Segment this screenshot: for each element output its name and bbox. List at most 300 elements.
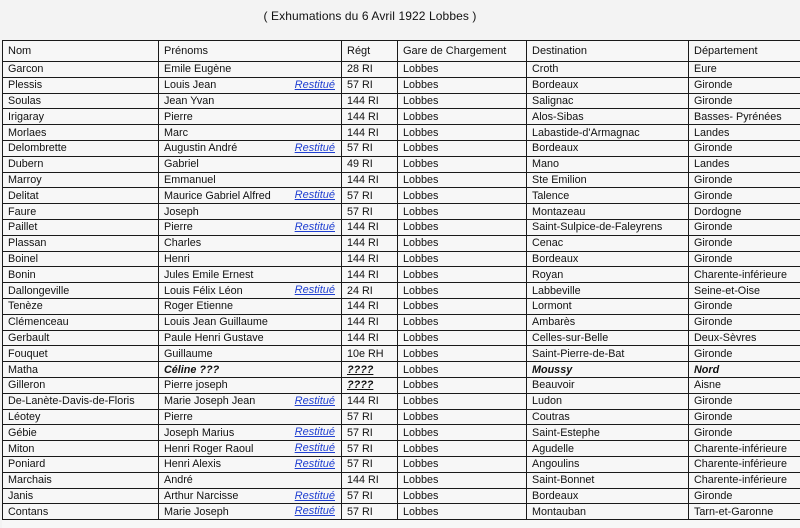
cell-departement-text: Gironde [694, 79, 733, 92]
cell-regt-text: 57 RI [347, 189, 373, 202]
cell-nom-text: Miton [8, 442, 35, 455]
cell-gare-text: Lobbes [403, 205, 439, 218]
cell-gare-text: Lobbes [403, 331, 439, 344]
cell-departement [689, 204, 800, 220]
cell-nom-text: Garcon [8, 63, 44, 76]
restitue-link[interactable]: Restitué [294, 394, 335, 407]
cell-prenoms-text: Jules Emile Ernest [164, 268, 254, 281]
cell-regt [342, 156, 398, 172]
cell-prenoms-text: Henri Alexis [164, 458, 222, 471]
cell-regt-text: 144 RI [347, 268, 379, 281]
cell-prenoms [159, 204, 342, 220]
cell-destination [527, 330, 689, 346]
cell-departement [689, 140, 800, 156]
cell-nom [3, 235, 159, 251]
cell-gare [398, 488, 527, 504]
cell-destination-text: Lormont [532, 300, 572, 313]
table-header-row [3, 41, 800, 62]
cell-gare [398, 314, 527, 330]
table-row [3, 504, 800, 520]
cell-regt-text: ???? [347, 379, 374, 392]
table-row [3, 298, 800, 314]
exhumation-table-sheet [2, 40, 800, 528]
cell-regt-text: 24 RI [347, 284, 373, 297]
cell-nom-text: Clémenceau [8, 316, 69, 329]
cell-destination-text: Saint-Sulpice-de-Faleyrens [532, 221, 663, 234]
table-row [3, 62, 800, 78]
cell-prenoms-text: Gabriel [164, 158, 199, 171]
cell-nom [3, 346, 159, 362]
cell-nom-text: Poniard [8, 458, 46, 471]
cell-departement [689, 125, 800, 141]
cell-destination [527, 109, 689, 125]
cell-regt [342, 204, 398, 220]
cell-prenoms [159, 377, 342, 393]
table-row [3, 283, 800, 299]
cell-nom [3, 472, 159, 488]
restitue-link[interactable]: Restitué [294, 489, 335, 502]
table-row [3, 346, 800, 362]
cell-departement-text: Charente-inférieure [694, 442, 788, 455]
cell-destination-text: Saint-Estephe [532, 426, 600, 439]
cell-gare [398, 504, 527, 520]
cell-prenoms [159, 425, 342, 441]
cell-destination [527, 409, 689, 425]
cell-gare-text: Lobbes [403, 316, 439, 329]
cell-nom-text: Delitat [8, 189, 39, 202]
cell-regt [342, 456, 398, 472]
cell-regt [342, 346, 398, 362]
cell-regt-text: 144 RI [347, 395, 379, 408]
cell-nom [3, 93, 159, 109]
cell-departement-text: Eure [694, 63, 717, 76]
table-row [3, 172, 800, 188]
cell-prenoms-text: Pierre [164, 410, 193, 423]
cell-nom [3, 77, 159, 93]
cell-prenoms-text: Louis Jean [164, 79, 217, 92]
cell-prenoms [159, 314, 342, 330]
cell-departement [689, 330, 800, 346]
cell-prenoms [159, 393, 342, 409]
cell-gare-text: Lobbes [403, 284, 439, 297]
cell-prenoms-text: Augustin André [164, 142, 238, 155]
cell-regt-text: 57 RI [347, 205, 373, 218]
header-destination: Destination [527, 41, 689, 62]
table-row [3, 77, 800, 93]
cell-departement-text: Aisne [694, 379, 722, 392]
cell-prenoms-text: Pierre [164, 221, 193, 234]
cell-prenoms-text: André [164, 474, 193, 487]
restitue-link[interactable]: Restitué [294, 442, 335, 455]
restitue-link[interactable]: Restitué [294, 141, 335, 154]
cell-prenoms-text: Louis Jean Guillaume [164, 316, 268, 329]
cell-prenoms-text: Henri [164, 252, 190, 265]
restitue-link[interactable]: Restitué [294, 78, 335, 91]
cell-prenoms-text: Emmanuel [164, 173, 216, 186]
cell-gare-text: Lobbes [403, 395, 439, 408]
cell-destination-text: Labbeville [532, 284, 581, 297]
cell-regt [342, 377, 398, 393]
cell-regt [342, 488, 398, 504]
cell-destination [527, 425, 689, 441]
cell-nom [3, 188, 159, 204]
table-row [3, 488, 800, 504]
cell-prenoms [159, 456, 342, 472]
cell-nom [3, 156, 159, 172]
cell-nom [3, 362, 159, 378]
cell-regt [342, 330, 398, 346]
table-row [3, 330, 800, 346]
cell-destination [527, 219, 689, 235]
cell-destination [527, 188, 689, 204]
cell-destination-text: Coutras [532, 410, 570, 423]
cell-gare-text: Lobbes [403, 110, 439, 123]
page-title: ( Exhumations du 6 Avril 1922 Lobbes ) [263, 9, 477, 23]
cell-destination [527, 346, 689, 362]
cell-regt [342, 251, 398, 267]
cell-nom-text: Janis [8, 489, 34, 502]
cell-gare-text: Lobbes [403, 410, 439, 423]
cell-regt-text: 144 RI [347, 126, 379, 139]
cell-gare [398, 93, 527, 109]
cell-regt-text: 28 RI [347, 63, 373, 76]
cell-destination-text: Angoulins [532, 458, 580, 471]
cell-nom [3, 393, 159, 409]
cell-departement-text: Charente-inférieure [694, 474, 788, 487]
cell-prenoms [159, 251, 342, 267]
cell-regt-text: 144 RI [347, 474, 379, 487]
cell-prenoms [159, 409, 342, 425]
cell-regt-text: 57 RI [347, 142, 373, 155]
cell-destination [527, 251, 689, 267]
cell-nom [3, 140, 159, 156]
restitue-link[interactable]: Restitué [294, 220, 335, 233]
cell-gare [398, 267, 527, 283]
cell-destination-text: Talence [532, 189, 570, 202]
exhumation-table [2, 40, 800, 520]
cell-regt [342, 393, 398, 409]
cell-nom [3, 172, 159, 188]
cell-regt-text: 57 RI [347, 458, 373, 471]
cell-gare-text: Lobbes [403, 252, 439, 265]
cell-nom [3, 251, 159, 267]
cell-nom [3, 125, 159, 141]
cell-nom-text: Soulas [8, 94, 42, 107]
cell-destination-text: Beauvoir [532, 379, 575, 392]
cell-nom-text: Gerbault [8, 331, 50, 344]
cell-gare-text: Lobbes [403, 474, 439, 487]
cell-prenoms-text: Arthur Narcisse [164, 489, 239, 502]
cell-prenoms-text: Charles [164, 237, 202, 250]
cell-regt-text: 57 RI [347, 489, 373, 502]
cell-regt-text: ???? [347, 363, 374, 376]
cell-departement-text: Nord [694, 363, 720, 376]
cell-prenoms [159, 109, 342, 125]
cell-gare [398, 330, 527, 346]
cell-destination [527, 62, 689, 78]
cell-departement-text: Landes [694, 126, 730, 139]
cell-nom-text: Gilleron [8, 379, 46, 392]
cell-departement-text: Seine-et-Oise [694, 284, 761, 297]
table-row [3, 409, 800, 425]
cell-departement-text: Gironde [694, 173, 733, 186]
cell-regt-text: 144 RI [347, 173, 379, 186]
cell-regt-text: 144 RI [347, 316, 379, 329]
cell-gare-text: Lobbes [403, 268, 439, 281]
cell-departement [689, 251, 800, 267]
cell-departement [689, 298, 800, 314]
table-row [3, 109, 800, 125]
cell-departement-text: Gironde [694, 221, 733, 234]
cell-regt [342, 93, 398, 109]
cell-destination [527, 93, 689, 109]
cell-destination-text: Labastide-d'Armagnac [532, 126, 640, 139]
cell-prenoms [159, 267, 342, 283]
restitue-link[interactable]: Restitué [294, 284, 335, 297]
cell-nom [3, 204, 159, 220]
cell-regt-text: 144 RI [347, 300, 379, 313]
cell-departement [689, 62, 800, 78]
cell-regt [342, 267, 398, 283]
cell-prenoms-text: Marc [164, 126, 188, 139]
cell-gare-text: Lobbes [403, 79, 439, 92]
cell-gare [398, 204, 527, 220]
restitue-link[interactable]: Restitué [294, 426, 335, 439]
cell-departement-text: Gironde [694, 347, 733, 360]
cell-prenoms [159, 188, 342, 204]
table-row [3, 425, 800, 441]
cell-nom [3, 425, 159, 441]
cell-prenoms-text: Emile Eugène [164, 63, 232, 76]
table-row [3, 93, 800, 109]
cell-prenoms [159, 488, 342, 504]
cell-prenoms [159, 362, 342, 378]
cell-destination-text: Alos-Sibas [532, 110, 584, 123]
cell-regt [342, 472, 398, 488]
cell-gare-text: Lobbes [403, 458, 439, 471]
cell-departement [689, 188, 800, 204]
table-row [3, 456, 800, 472]
cell-regt [342, 298, 398, 314]
cell-gare [398, 362, 527, 378]
header-regt: Régt [342, 41, 398, 62]
cell-nom-text: Boinel [8, 252, 39, 265]
cell-destination-text: Salignac [532, 94, 574, 107]
cell-regt [342, 188, 398, 204]
cell-destination-text: Moussy [532, 363, 573, 376]
cell-gare [398, 235, 527, 251]
cell-gare [398, 298, 527, 314]
table-row [3, 188, 800, 204]
cell-departement-text: Deux-Sèvres [694, 331, 757, 344]
restitue-link[interactable]: Restitué [294, 505, 335, 518]
cell-gare [398, 377, 527, 393]
cell-regt [342, 504, 398, 520]
cell-departement [689, 219, 800, 235]
cell-nom [3, 504, 159, 520]
cell-gare-text: Lobbes [403, 126, 439, 139]
cell-regt [342, 140, 398, 156]
cell-destination-text: Saint-Bonnet [532, 474, 595, 487]
cell-regt [342, 109, 398, 125]
cell-gare-text: Lobbes [403, 426, 439, 439]
cell-nom-text: Faure [8, 205, 37, 218]
table-row [3, 204, 800, 220]
cell-destination [527, 441, 689, 457]
cell-gare [398, 346, 527, 362]
cell-destination-text: Royan [532, 268, 564, 281]
cell-nom [3, 330, 159, 346]
cell-departement-text: Tarn-et-Garonne [694, 505, 774, 518]
cell-departement [689, 109, 800, 125]
cell-prenoms-text: Henri Roger Raoul [164, 442, 254, 455]
table-row [3, 314, 800, 330]
table-row [3, 472, 800, 488]
cell-nom [3, 219, 159, 235]
cell-gare [398, 125, 527, 141]
cell-gare [398, 62, 527, 78]
cell-departement [689, 425, 800, 441]
cell-departement-text: Gironde [694, 189, 733, 202]
cell-departement [689, 504, 800, 520]
cell-regt-text: 57 RI [347, 79, 373, 92]
cell-gare-text: Lobbes [403, 237, 439, 250]
cell-destination [527, 125, 689, 141]
cell-nom-text: Tenèze [8, 300, 43, 313]
cell-nom [3, 488, 159, 504]
cell-gare [398, 219, 527, 235]
restitue-link[interactable]: Restitué [294, 189, 335, 202]
cell-prenoms [159, 62, 342, 78]
cell-destination [527, 393, 689, 409]
cell-destination-text: Bordeaux [532, 489, 579, 502]
cell-departement [689, 441, 800, 457]
cell-prenoms-text: Guillaume [164, 347, 213, 360]
cell-gare-text: Lobbes [403, 489, 439, 502]
cell-nom-text: Dubern [8, 158, 44, 171]
cell-prenoms-text: Maurice Gabriel Alfred [164, 189, 271, 202]
cell-departement-text: Landes [694, 158, 730, 171]
cell-prenoms-text: Joseph Marius [164, 426, 235, 439]
cell-gare-text: Lobbes [403, 142, 439, 155]
cell-nom-text: Irigaray [8, 110, 45, 123]
cell-departement-text: Gironde [694, 252, 733, 265]
cell-departement-text: Gironde [694, 237, 733, 250]
cell-nom-text: Paillet [8, 221, 38, 234]
cell-regt-text: 144 RI [347, 252, 379, 265]
cell-destination [527, 314, 689, 330]
cell-departement-text: Charente-inférieure [694, 268, 788, 281]
cell-prenoms-text: Céline ??? [164, 363, 220, 376]
cell-departement-text: Charente-inférieure [694, 458, 788, 471]
cell-gare [398, 441, 527, 457]
cell-gare-text: Lobbes [403, 300, 439, 313]
cell-nom-text: Fouquet [8, 347, 48, 360]
cell-nom-text: Plassan [8, 237, 47, 250]
cell-destination [527, 472, 689, 488]
cell-prenoms-text: Joseph [164, 205, 199, 218]
cell-gare-text: Lobbes [403, 442, 439, 455]
cell-nom-text: Léotey [8, 410, 41, 423]
table-row [3, 140, 800, 156]
cell-regt-text: 57 RI [347, 410, 373, 423]
cell-regt-text: 57 RI [347, 505, 373, 518]
cell-regt [342, 409, 398, 425]
cell-prenoms [159, 330, 342, 346]
cell-destination [527, 204, 689, 220]
cell-gare [398, 393, 527, 409]
cell-nom-text: Contans [8, 505, 49, 518]
table-row [3, 251, 800, 267]
cell-departement [689, 488, 800, 504]
cell-destination [527, 140, 689, 156]
cell-departement-text: Gironde [694, 142, 733, 155]
cell-departement-text: Dordogne [694, 205, 742, 218]
cell-prenoms [159, 125, 342, 141]
cell-regt [342, 314, 398, 330]
cell-destination-text: Ambarès [532, 316, 576, 329]
cell-nom [3, 267, 159, 283]
header-departement: Département [689, 41, 800, 62]
cell-destination-text: Montazeau [532, 205, 586, 218]
cell-gare [398, 172, 527, 188]
cell-departement [689, 156, 800, 172]
cell-departement [689, 267, 800, 283]
cell-prenoms [159, 504, 342, 520]
cell-prenoms-text: Marie Joseph [164, 505, 229, 518]
cell-prenoms [159, 298, 342, 314]
cell-nom-text: De-Lanète-Davis-de-Floris [8, 395, 135, 408]
cell-prenoms [159, 219, 342, 235]
cell-nom [3, 456, 159, 472]
cell-destination-text: Agudelle [532, 442, 575, 455]
header-nom: Nom [3, 41, 159, 62]
cell-nom [3, 109, 159, 125]
cell-destination [527, 235, 689, 251]
cell-regt [342, 62, 398, 78]
table-body [3, 62, 800, 520]
cell-prenoms [159, 283, 342, 299]
cell-destination [527, 156, 689, 172]
cell-destination-text: Montauban [532, 505, 587, 518]
cell-nom [3, 409, 159, 425]
cell-destination-text: Saint-Pierre-de-Bat [532, 347, 625, 360]
cell-destination-text: Mano [532, 158, 560, 171]
table-row [3, 219, 800, 235]
cell-prenoms [159, 235, 342, 251]
restitue-link[interactable]: Restitué [294, 457, 335, 470]
cell-gare [398, 456, 527, 472]
cell-prenoms [159, 140, 342, 156]
cell-regt-text: 49 RI [347, 158, 373, 171]
cell-prenoms-text: Pierre [164, 110, 193, 123]
cell-gare-text: Lobbes [403, 63, 439, 76]
cell-destination-text: Cenac [532, 237, 564, 250]
cell-nom-text: Dallongeville [8, 284, 70, 297]
cell-nom-text: Marchais [8, 474, 52, 487]
cell-gare [398, 109, 527, 125]
cell-nom-text: Gébie [8, 426, 37, 439]
cell-regt-text: 144 RI [347, 110, 379, 123]
cell-departement-text: Gironde [694, 395, 733, 408]
cell-departement [689, 456, 800, 472]
cell-destination-text: Croth [532, 63, 559, 76]
cell-departement-text: Gironde [694, 300, 733, 313]
cell-gare [398, 188, 527, 204]
cell-prenoms-text: Louis Félix Léon [164, 284, 243, 297]
cell-regt [342, 219, 398, 235]
cell-departement [689, 409, 800, 425]
